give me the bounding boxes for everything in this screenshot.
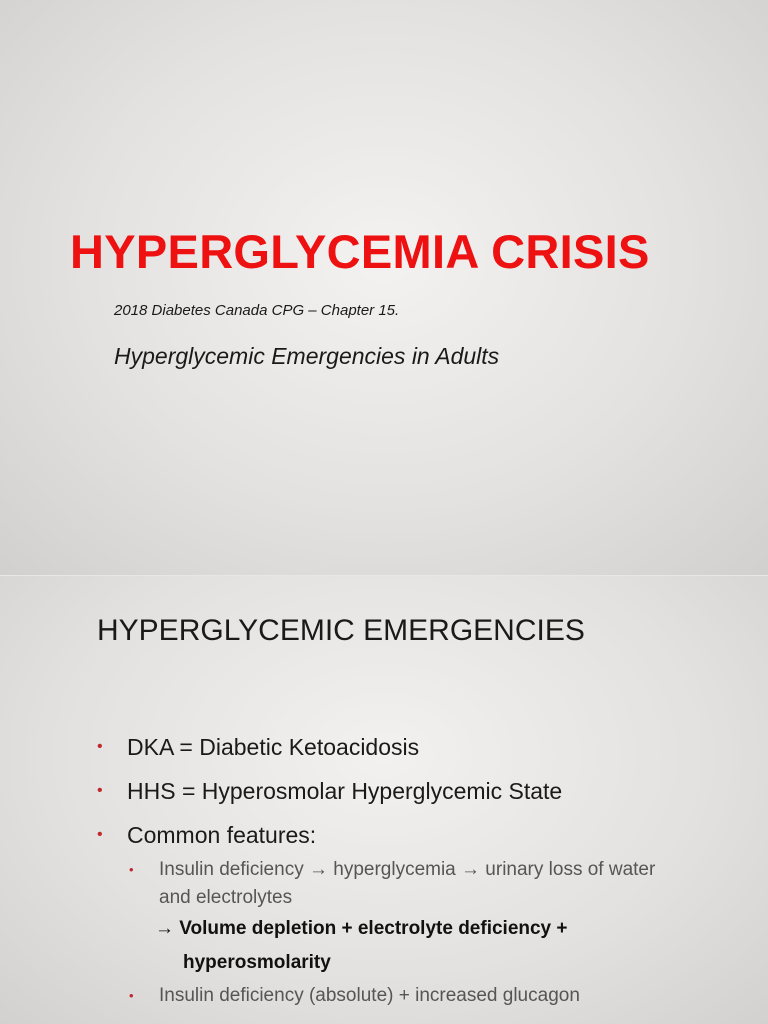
section-heading: HYPERGLYCEMIC EMERGENCIES [97, 614, 585, 647]
bullet-text: DKA = Diabetic Ketoacidosis [127, 734, 420, 760]
sub-list-item [129, 982, 669, 1010]
bullet-icon: • [129, 988, 134, 1003]
list-item [97, 776, 737, 806]
bullet-text: HHS = Hyperosmolar Hyperglycemic State [127, 778, 563, 804]
bullet-icon: • [97, 782, 103, 799]
arrow-right-icon: → [155, 918, 174, 939]
content-slide [0, 576, 768, 1024]
chapter-title: Hyperglycemic Emergencies in Adults [114, 343, 500, 369]
bullet-text: Common features: [127, 822, 317, 848]
bullet-icon: • [97, 826, 103, 843]
bullet-icon: • [97, 738, 103, 755]
slide-title: HYPERGLYCEMIA CRISIS [70, 225, 650, 278]
source-citation: 2018 Diabetes Canada CPG – Chapter 15. [114, 302, 400, 319]
list-item [97, 732, 737, 762]
bullet-list [97, 732, 737, 1010]
sub-bullet-text: Insulin deficiency (absolute) + increased glucagon [159, 985, 580, 1006]
consequence-line-1: Volume depletion + electrolyte deficiency + [179, 918, 568, 939]
sub-bullet-text: Insulin deficiency → hyperglycemia → urinary loss of water and electrolytes [159, 859, 656, 908]
consequence-line-2: hyperosmolarity [183, 952, 331, 973]
sub-list-item [129, 856, 669, 912]
list-item [97, 820, 737, 850]
consequence-text [155, 912, 737, 980]
bullet-icon: • [129, 862, 134, 877]
